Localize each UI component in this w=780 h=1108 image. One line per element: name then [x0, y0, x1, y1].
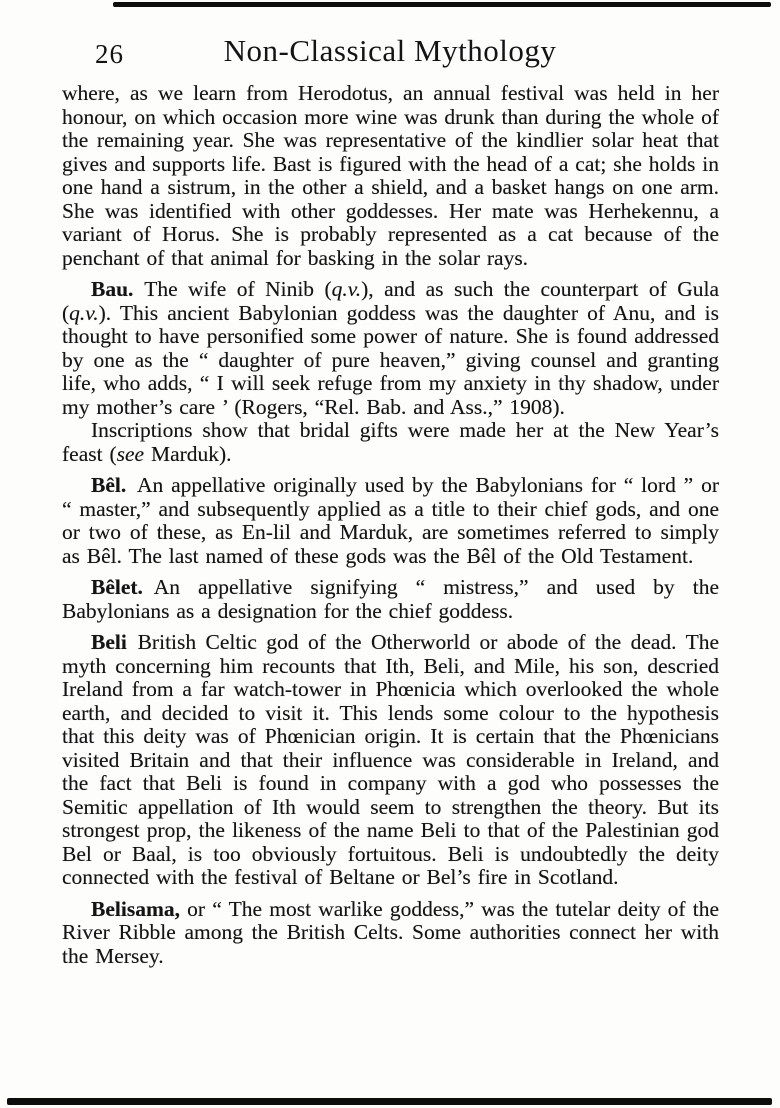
entry-headword: Bau.: [91, 277, 134, 301]
entry-bel: [62, 474, 719, 568]
entry-belisama: [62, 898, 719, 969]
page-number: 26: [95, 39, 124, 69]
text-segment: q.v.: [331, 277, 362, 301]
text-segment: where, as we learn from Herodotus, an annual festival was held in her honour, on which occasion more wine was drunk than during the whole of the remaining year. She was representative of the kindlier solar heat that gives and supports life. Bast is figured with the head of a cat; she holds in one hand a sistrum, in the other a shield, and a basket hangs on one arm. She was identified with other goddesses. Her mate was Herhekennu, a variant of Horus. She is probably represented as a cat because of the penchant of that animal for basking in the solar rays.: [62, 81, 719, 270]
page-body: [62, 82, 719, 968]
text-segment: q.v.: [69, 300, 99, 325]
text-segment: An appellative originally used by the Babylonians for “ lord ” or “ master,” and subsequently applied as a title to their chief gods, and one or two of these, as En-lil and Marduk, are sometimes referred to simply as Bêl. The last named of these gods was the Bêl of the Old Testament.: [62, 473, 719, 568]
page-title: Non-Classical Mythology: [223, 33, 557, 68]
text-segment: ), and as such the counterpart of Gula (: [62, 277, 720, 325]
entry-headword: Beli: [91, 630, 127, 654]
text-segment: ). This ancient Babylonian goddess was the daughter of Anu, and is thought to have personified some power of nature. She is found addressed by one as the “ daughter of pure heaven,” giving counsel and granting life, who adds, “ I will seek refuge from my anxiety in thy shadow, under my mother’s care ’ (Rogers, “Rel. Bab. and Ass.,” 1908).: [62, 300, 719, 419]
text-segment: Marduk).: [144, 441, 232, 466]
entry-beli: [62, 631, 719, 890]
scan-artifact-bottom-rule: [7, 1098, 772, 1105]
text-segment: Inscriptions show that bridal gifts were made her at the New Year’s feast (: [62, 418, 719, 466]
entry-headword: Bêlet.: [91, 575, 143, 599]
running-head: [0, 33, 780, 73]
entry-belet: [62, 576, 719, 623]
text-segment: see: [116, 441, 145, 466]
paragraph-bast-continuation: [62, 82, 719, 270]
entry-headword: Bêl.: [91, 473, 127, 497]
scan-artifact-top-rule: [113, 2, 771, 7]
entry-headword: Belisama,: [91, 896, 180, 921]
text-segment: British Celtic god of the Otherworld or abode of the dead. The myth concerning him recounts that Ith, Beli, and Mile, his son, descried Ireland from a far watch-tower in Phœnicia which overlooked the whole earth, and decided to visit it. This lends some colour to the hypothesis that this deity was of Phœnician origin. It is certain that the Phœnicians visited Britain and that their influence was considerable in Ireland, and the fact that Beli is found in company with a god who possesses the Semitic appellation of Ith would seem to strengthen the theory. But its strongest prop, the likeness of the name Beli to that of the Palestinian god Bel or Baal, is too obviously fortuitous. Beli is undoubtedly the deity connected with the festival of Beltane or Bel’s fire in Scotland.: [62, 630, 719, 889]
text-segment: An appellative signifying “ mistress,” and used by the Babylonians as a designation for the chief goddess.: [62, 575, 719, 623]
entry-bau: [62, 278, 719, 419]
text-segment: The wife of Ninib (: [133, 277, 332, 301]
paragraph-inscriptions: [62, 419, 719, 466]
text-segment: or “ The most warlike goddess,” was the tutelar deity of the River Ribble among the British Celts. Some authorities connect her with the Mersey.: [62, 896, 719, 968]
